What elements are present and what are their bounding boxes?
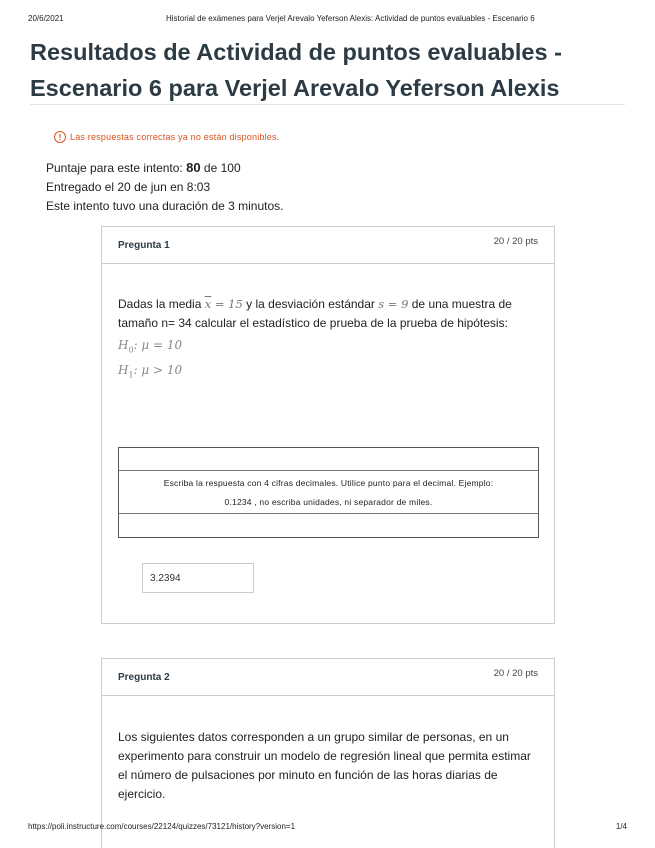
page-number: 1/4	[615, 822, 627, 831]
instructions-table	[118, 447, 539, 538]
print-date: 20/6/2021	[28, 14, 64, 23]
print-header	[28, 14, 627, 26]
notice-text: Las respuestas correctas ya no están disponibles.	[70, 132, 280, 142]
instructions-line-1: Escriba la respuesta con 4 cifras decimales. Utilice punto para el decimal. Ejemplo:	[163, 478, 494, 488]
question-text-part: de una muestra de tamaño n= 34 calcular el estadístico de prueba de la prueba de hipótesis:	[118, 297, 512, 330]
question-text: Los siguientes datos corresponden a un grupo similar de personas, en un experimento para construir un modelo de regresión lineal que permita estimar el número de pulsaciones por minuto en función de las horas diarias de ejercicio.	[118, 730, 531, 801]
table-row	[119, 448, 538, 471]
h1-subscript: 1	[128, 370, 134, 380]
question-text-part: Dadas la media	[118, 297, 202, 311]
question-card-2	[101, 658, 555, 848]
attempt-summary	[46, 158, 284, 216]
submitted-line: Entregado el 20 de jun en 8:03	[46, 180, 211, 194]
question-name: Pregunta 2	[118, 672, 170, 683]
instructions-line-2: 0.1234 , no escriba unidades, ni separador de miles.	[224, 497, 433, 507]
h0-symbol: H	[118, 338, 129, 352]
question-points: 20 / 20 pts	[493, 668, 538, 679]
h0-subscript: 0	[128, 345, 134, 355]
h1-expression: : μ > 10	[133, 363, 183, 378]
answer-field[interactable]: 3.2394	[142, 563, 254, 593]
mean-value: = 15	[211, 297, 243, 311]
question-header	[102, 227, 554, 264]
null-hypothesis	[118, 335, 538, 360]
question-header	[102, 659, 554, 696]
score-label: Puntaje para este intento:	[46, 161, 183, 175]
score-value: 80	[186, 160, 201, 175]
warning-icon: !	[54, 131, 66, 143]
page-title-line-1: Resultados de Actividad de puntos evaluables -	[30, 39, 562, 65]
question-name: Pregunta 1	[118, 240, 170, 251]
std-dev-formula: s = 9	[378, 297, 409, 311]
print-document-title: Historial de exámenes para Verjel Arevalo Yeferson Alexis: Actividad de puntos evaluables - Escenario 6	[166, 14, 535, 23]
table-row	[119, 471, 538, 514]
page-title-line-2: Escenario 6 para Verjel Arevalo Yeferson Alexis	[30, 75, 560, 101]
alternative-hypothesis	[118, 360, 538, 385]
title-divider	[30, 104, 625, 105]
print-footer	[28, 822, 627, 831]
question-text	[118, 295, 538, 386]
page-title	[30, 34, 610, 106]
question-points: 20 / 20 pts	[493, 236, 538, 247]
h0-expression: : μ = 10	[133, 338, 183, 352]
h1-symbol: H	[118, 363, 129, 378]
score-line	[46, 158, 284, 178]
print-url: https://poli.instructure.com/courses/22124/quizzes/73121/history?version=1	[28, 822, 296, 831]
score-total: de 100	[203, 161, 241, 175]
mean-symbol: $\overline{x}$	[204, 297, 212, 311]
question-text-part: y la desviación estándar	[242, 297, 379, 311]
duration-line: Este intento tuvo una duración de 3 minutos.	[46, 199, 284, 213]
answers-unavailable-notice	[54, 131, 279, 143]
question-card-1	[101, 226, 555, 624]
mean-formula	[205, 297, 243, 311]
